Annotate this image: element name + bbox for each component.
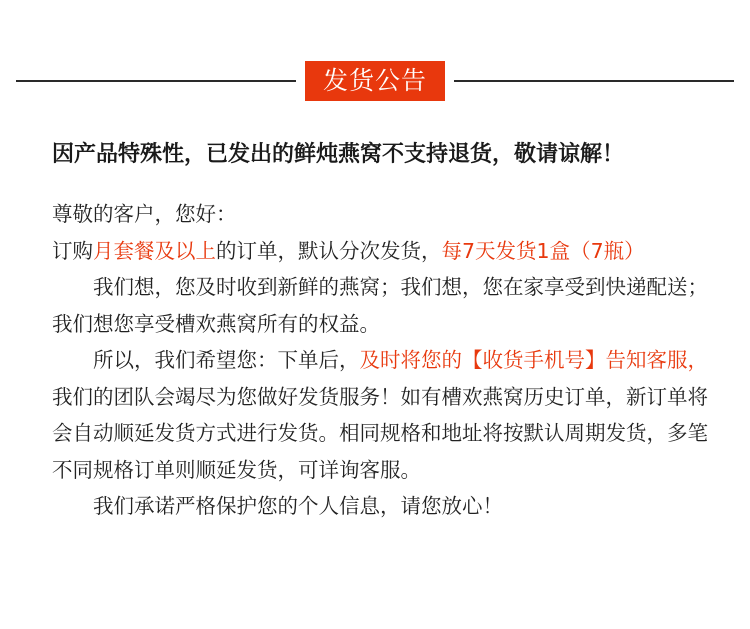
announcement-body bbox=[52, 196, 720, 525]
order-policy-text-2: 的订单，默认分次发货， bbox=[216, 238, 442, 263]
paragraph-shipping-highlight: 及时将您的【收货手机号】告知客服， bbox=[359, 348, 708, 372]
greeting-line: 尊敬的客户，您好： bbox=[52, 202, 237, 226]
paragraph-shipping-text-2: 我们的团队会竭尽为您做好发货服务！如有槽欢燕窝历史订单，新订单将会自动顺延发货方式进行发货。相同规格和地址将按默认周期发货，多笔不同规格订单则顺延发货，可详询客服。 bbox=[52, 384, 708, 482]
paragraph-shipping-info bbox=[52, 342, 720, 488]
order-policy-line bbox=[52, 233, 720, 270]
announcement-header bbox=[0, 61, 750, 101]
paragraph-benefits: 我们想，您及时收到新鲜的燕窝；我们想，您在家享受到快递配送；我们想您享受槽欢燕窝所有的权益。 bbox=[52, 275, 708, 336]
headline-notice: 因产品特殊性，已发出的鲜炖燕窝不支持退货，敬请谅解！ bbox=[52, 142, 625, 167]
order-policy-text: 订购 bbox=[52, 238, 93, 263]
order-policy-highlight-schedule: 每7天发货1盒（7瓶） bbox=[441, 238, 645, 263]
order-policy-highlight-plan: 月套餐及以上 bbox=[93, 238, 216, 263]
paragraph-shipping-text: 所以，我们希望您：下单后， bbox=[93, 348, 360, 372]
paragraph-privacy: 我们承诺严格保护您的个人信息，请您放心！ bbox=[93, 494, 503, 518]
announcement-title: 发货公告 bbox=[305, 61, 445, 101]
header-divider-right bbox=[454, 80, 734, 82]
header-divider-left bbox=[16, 80, 296, 82]
